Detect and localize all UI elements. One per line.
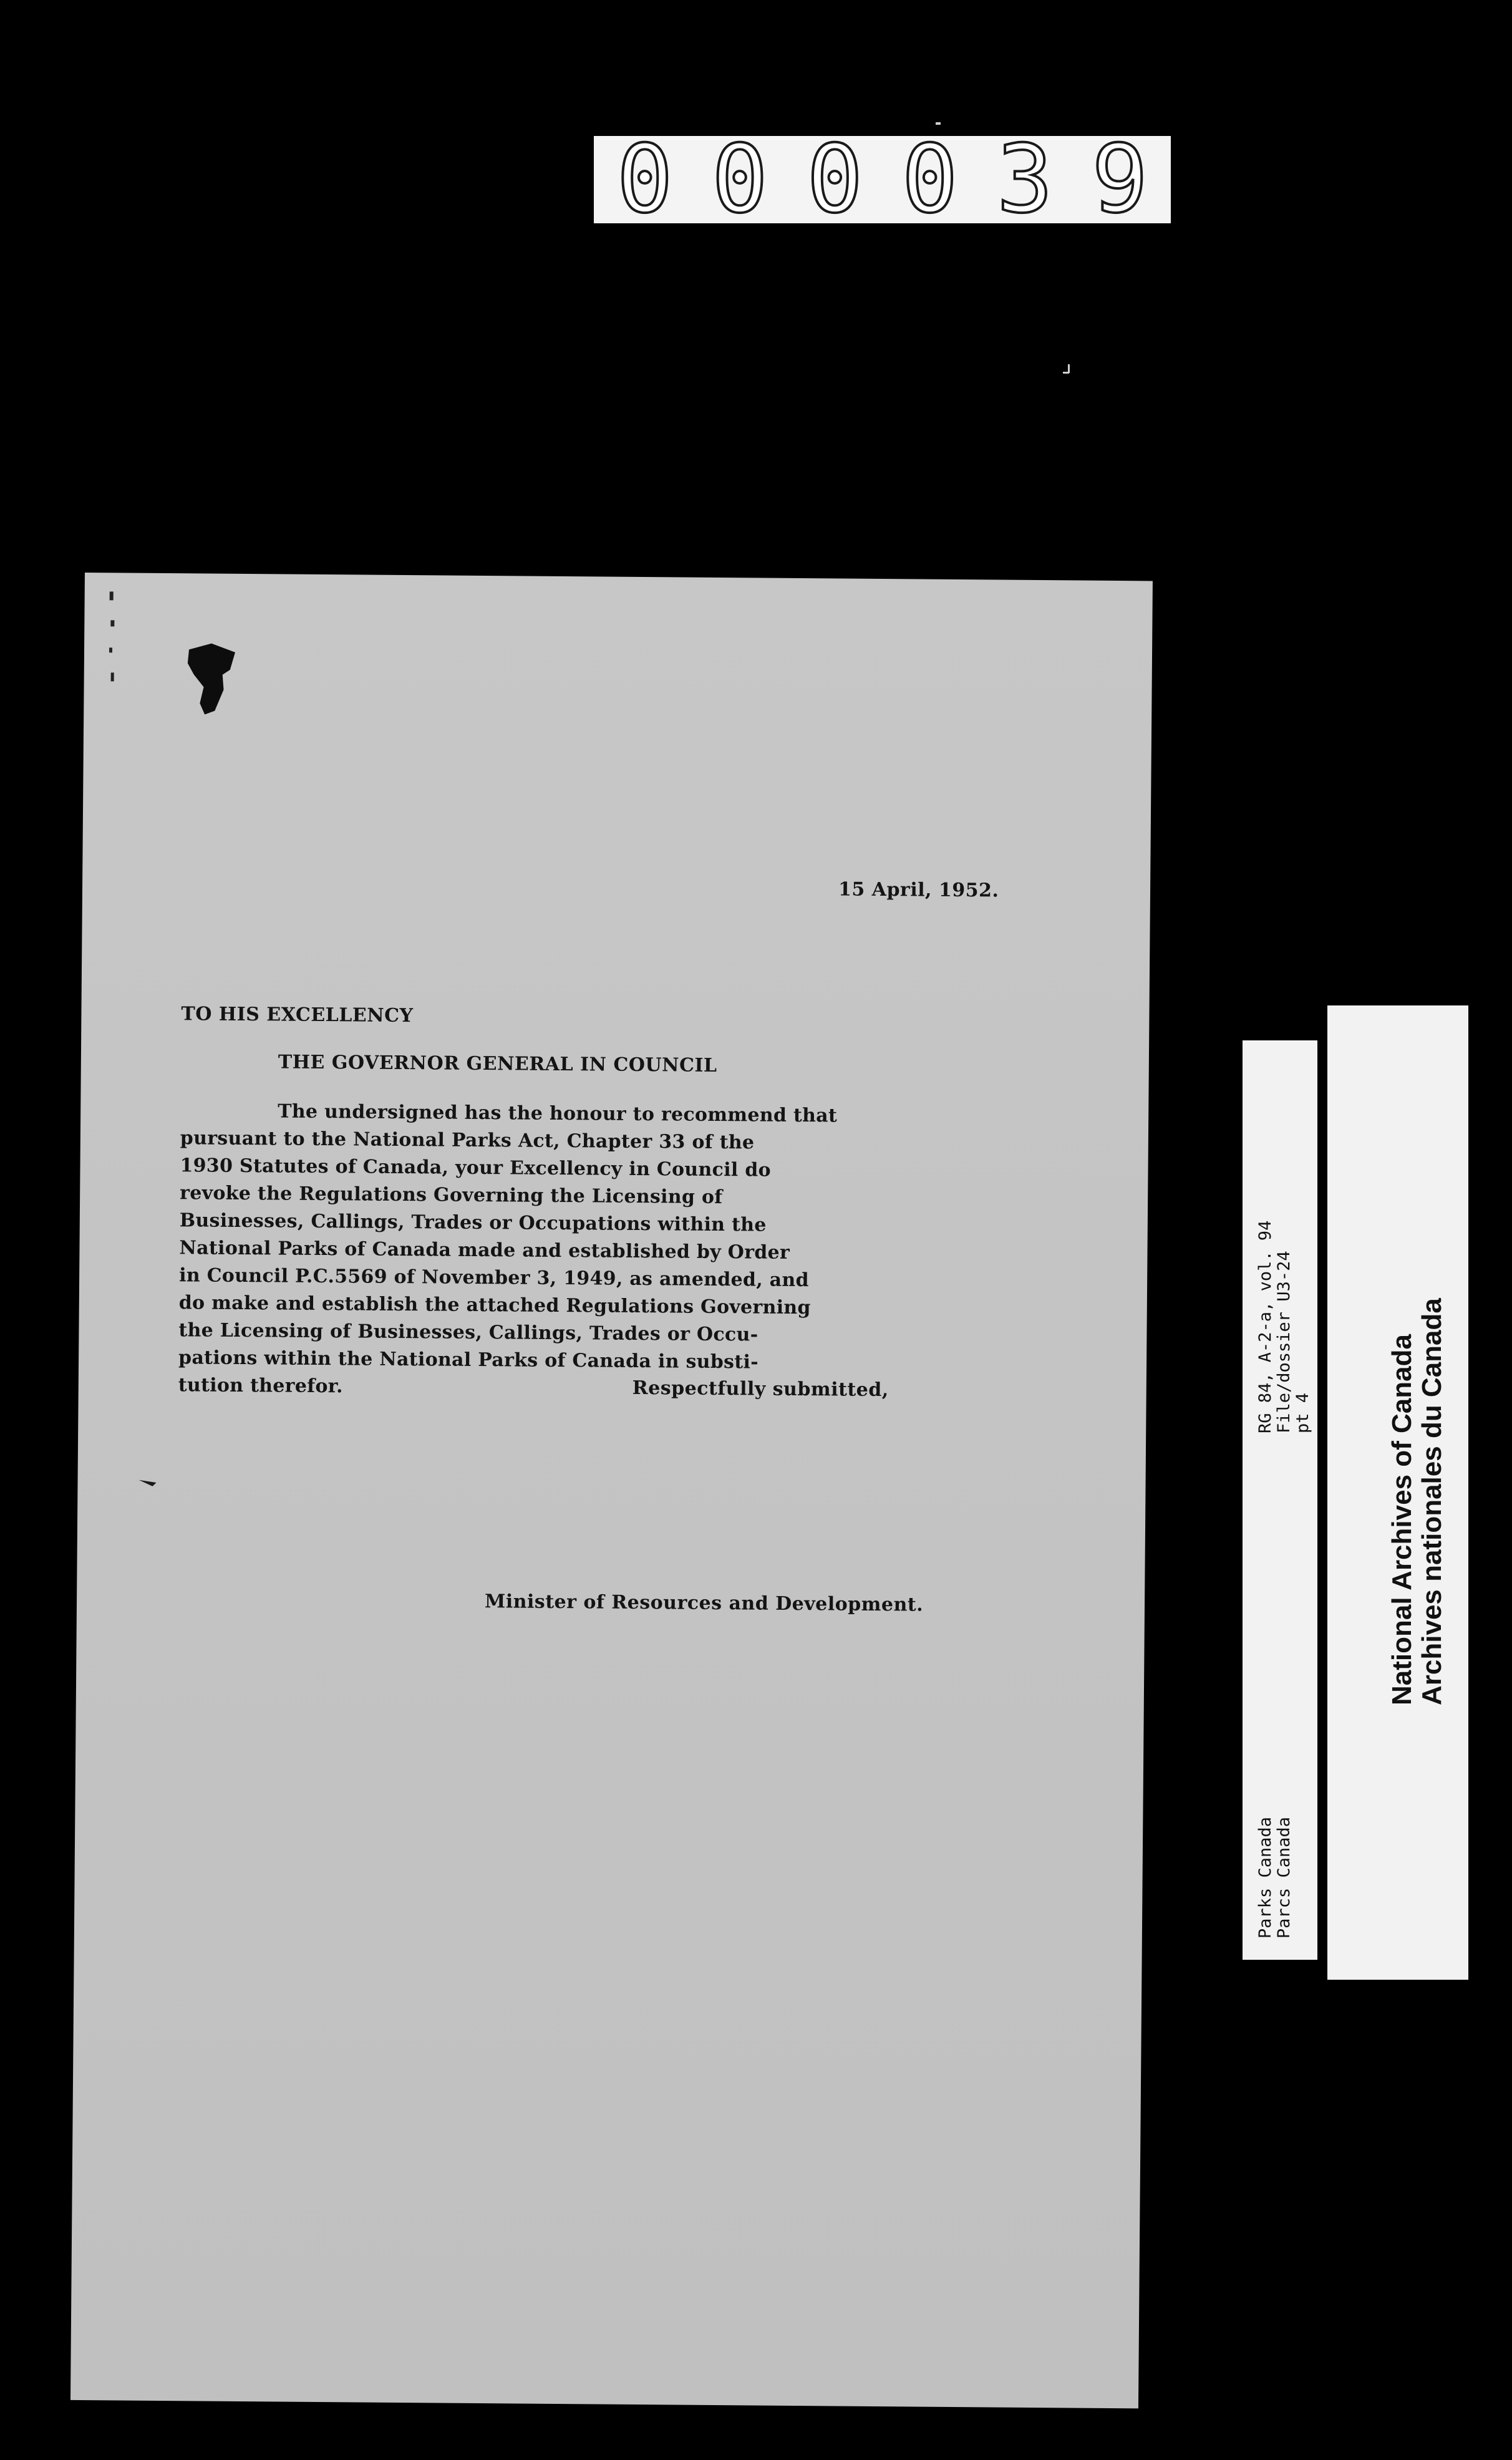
institution-block [1387,1298,1447,1705]
body-line: National Parks of Canada made and established by Order [179,1237,790,1264]
film-speck [936,122,941,125]
letter-closing: Respectfully submitted, [632,1377,889,1402]
agency-block [1256,1817,1294,1939]
body-line: Businesses, Callings, Trades or Occupations within the [179,1209,767,1236]
reference-block [1256,1221,1312,1433]
body-line: pations within the National Parks of Canada in substi- [178,1347,759,1373]
body-line: The undersigned has the honour to recommend that [278,1100,838,1127]
frame-number-label [594,125,1187,234]
film-speck [1063,372,1069,374]
agency-line: Parks Canada [1256,1816,1275,1939]
punch-marks [103,591,122,685]
frame-number: 000039 [616,125,1187,234]
document-sheet [70,573,1153,2408]
archive-institution-tag [1327,1005,1468,1980]
letter-date: 15 April, 1952. [838,878,999,902]
reference-line: RG 84, A-2-a, vol. 94 [1256,1220,1275,1433]
letter-salutation: TO HIS EXCELLENCY [181,1003,414,1027]
reference-line: File/dossier U3-24 [1274,1251,1294,1433]
letter-addressee: THE GOVERNOR GENERAL IN COUNCIL [278,1051,717,1077]
reference-line: pt 4 [1293,1392,1312,1433]
institution-line: National Archives of Canada [1387,1334,1417,1705]
body-line: pursuant to the National Parks Act, Chapter 33 of the [180,1127,755,1154]
agency-line: Parcs Canada [1274,1816,1294,1939]
body-line: revoke the Regulations Governing the Licensing of [180,1182,723,1209]
body-line: 1930 Statutes of Canada, your Excellency in Council do [180,1155,772,1181]
body-line: the Licensing of Businesses, Callings, Trades or Occu- [178,1319,758,1346]
pencil-mark [137,1476,162,1489]
signature-title: Minister of Resources and Development. [484,1591,924,1616]
body-line: tution therefor. [178,1374,343,1398]
letter-body [178,1097,1029,1406]
ink-blot [186,641,238,716]
archive-reference-tag [1243,1040,1317,1960]
institution-line: Archives nationales du Canada [1417,1298,1447,1705]
body-line: do make and establish the attached Regulations Governing [178,1292,811,1319]
body-line: in Council P.C.5569 of November 3, 1949, as amended, and [179,1264,810,1292]
